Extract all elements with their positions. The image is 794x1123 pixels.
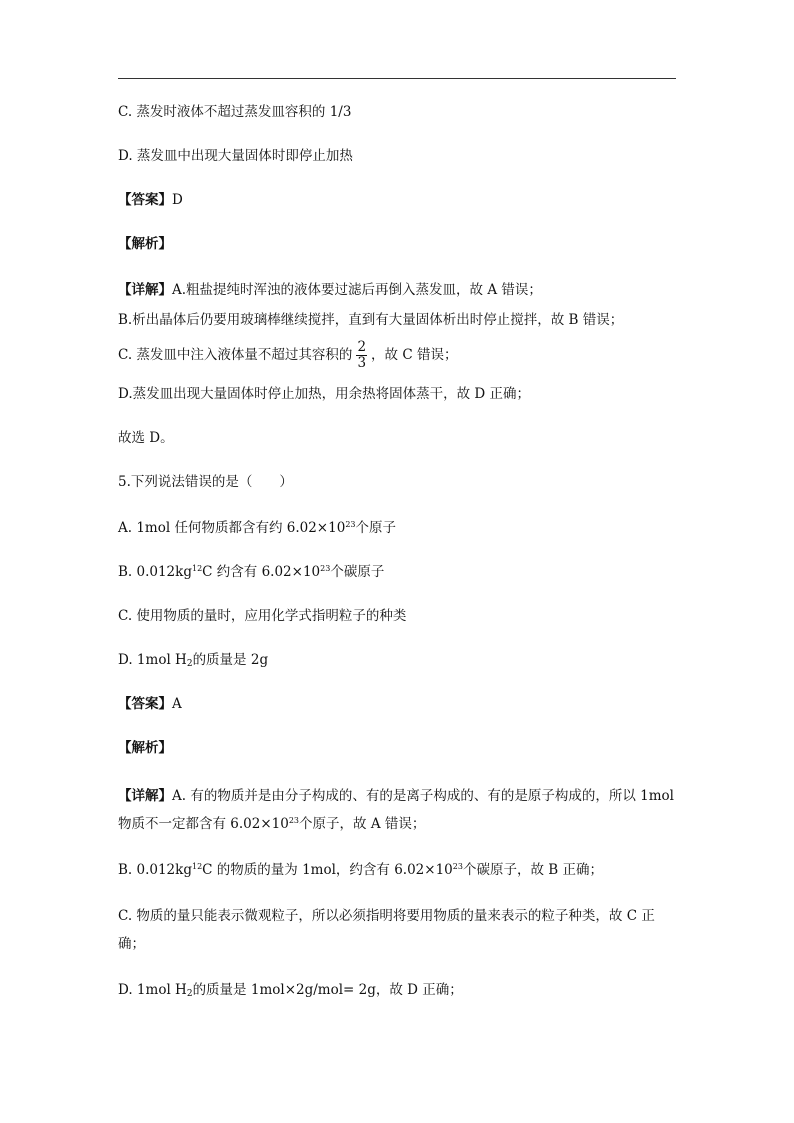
q4-option-d — [118, 146, 353, 166]
q4-detail-c-text: C. 蒸发皿中注入液体量不超过其容积的 — [118, 347, 353, 363]
q5-detail-a1 — [118, 786, 674, 806]
q4-option-c-text: C. 蒸发时液体不超过蒸发皿容积的 1/3 — [118, 104, 352, 120]
answer-label: 【答案】 — [118, 696, 172, 712]
q4-conclusion — [118, 428, 174, 448]
q5-detail-c1 — [118, 906, 655, 926]
q4-detail-a-text: A.粗盐提纯时浑浊的液体要过滤后再倒入蒸发皿，故 A 错误； — [172, 282, 542, 298]
q5-stem — [118, 472, 293, 492]
q5-detail-d-tail: 的质量是 1mol×2g/mol= 2g，故 D 正确； — [192, 982, 463, 998]
detail-label: 【详解】 — [118, 282, 172, 298]
q5-option-b-tail: 个碳原子 — [330, 564, 385, 580]
q5-detail-b-text: B. 0.012kg — [118, 862, 192, 878]
q5-detail-b-tail: 个碳原子，故 B 正确； — [462, 862, 603, 878]
q5-option-d-text: D. 1mol H — [118, 652, 187, 668]
q4-analysis-label — [118, 234, 172, 254]
q5-option-b — [118, 562, 384, 582]
q5-analysis-label — [118, 738, 172, 758]
q5-option-a-tail: 个原子 — [355, 520, 396, 536]
q5-option-c-text: C. 使用物质的量时，应用化学式指明粒子的种类 — [118, 608, 407, 624]
q4-detail-d-text: D.蒸发皿出现大量固体时停止加热，用余热将固体蒸干，故 D 正确； — [118, 386, 531, 402]
q4-detail-b-text: B.析出晶体后仍要用玻璃棒继续搅拌，直到有大量固体析出时停止搅拌，故 B 错误； — [118, 312, 624, 328]
q5-detail-c-text: C. 物质的量只能表示微观粒子，所以必须指明将要用物质的量来表示的粒子种类，故 C 正 — [118, 908, 655, 924]
isotope-mass: 12 — [191, 862, 203, 871]
exponent: 23 — [320, 564, 331, 573]
q5-option-c — [118, 606, 406, 626]
analysis-label: 【解析】 — [118, 740, 172, 756]
q4-option-d-text: D. 蒸发皿中出现大量固体时即停止加热 — [118, 148, 353, 164]
fraction-numerator: 2 — [357, 339, 367, 355]
q5-option-a — [118, 518, 396, 538]
answer-label: 【答案】 — [118, 192, 172, 208]
analysis-label: 【解析】 — [118, 236, 172, 252]
q5-option-a-text: A. 1mol 任何物质都含有约 6.02×10 — [118, 520, 346, 536]
exponent: 23 — [345, 520, 356, 529]
q4-answer — [118, 190, 183, 210]
isotope-mass: 12 — [191, 564, 203, 573]
q4-detail-c — [118, 338, 457, 372]
q5-detail-c2 — [118, 934, 145, 954]
answer-value: D — [172, 192, 183, 208]
q4-option-c — [118, 102, 351, 122]
q4-detail-d — [118, 384, 530, 404]
fraction-denominator: 3 — [357, 355, 367, 371]
q5-option-d-tail: 的质量是 2g — [192, 652, 269, 668]
q5-detail-c-tail: 确； — [118, 936, 145, 952]
q5-option-b-mid: C 约含有 6.02×10 — [202, 564, 321, 580]
q4-detail-c-tail: ，故 C 错误； — [371, 347, 458, 363]
q5-option-b-text: B. 0.012kg — [118, 564, 192, 580]
subscript: 2 — [186, 659, 193, 669]
exponent: 23 — [288, 816, 300, 825]
q5-detail-d — [118, 980, 463, 1000]
q5-answer — [118, 694, 182, 714]
question-stem: 5.下列说法错误的是（ ） — [118, 474, 293, 490]
q5-detail-b-mid: C 的物质的量为 1mol，约含有 6.02×10 — [202, 862, 453, 878]
q5-detail-b — [118, 860, 603, 880]
q5-option-d — [118, 650, 268, 670]
detail-label: 【详解】 — [118, 788, 172, 804]
q5-detail-a2-text: 物质不一定都含有 6.02×10 — [118, 816, 289, 832]
conclusion-text: 故选 D。 — [118, 430, 174, 446]
exponent: 23 — [452, 862, 463, 871]
fraction — [356, 340, 367, 371]
q5-detail-d-text: D. 1mol H — [118, 982, 187, 998]
answer-value: A — [172, 696, 182, 712]
q5-detail-a-text: A. 有的物质并是由分子构成的、有的是离子构成的、有的是原子构成的，所以 1mol — [172, 788, 674, 804]
q4-detail-b — [118, 310, 623, 330]
subscript: 2 — [186, 989, 193, 999]
q5-detail-a2 — [118, 814, 425, 834]
header-rule — [118, 78, 676, 79]
q5-detail-a2-tail: 个原子，故 A 错误； — [299, 816, 426, 832]
q4-detail-a — [118, 280, 542, 300]
